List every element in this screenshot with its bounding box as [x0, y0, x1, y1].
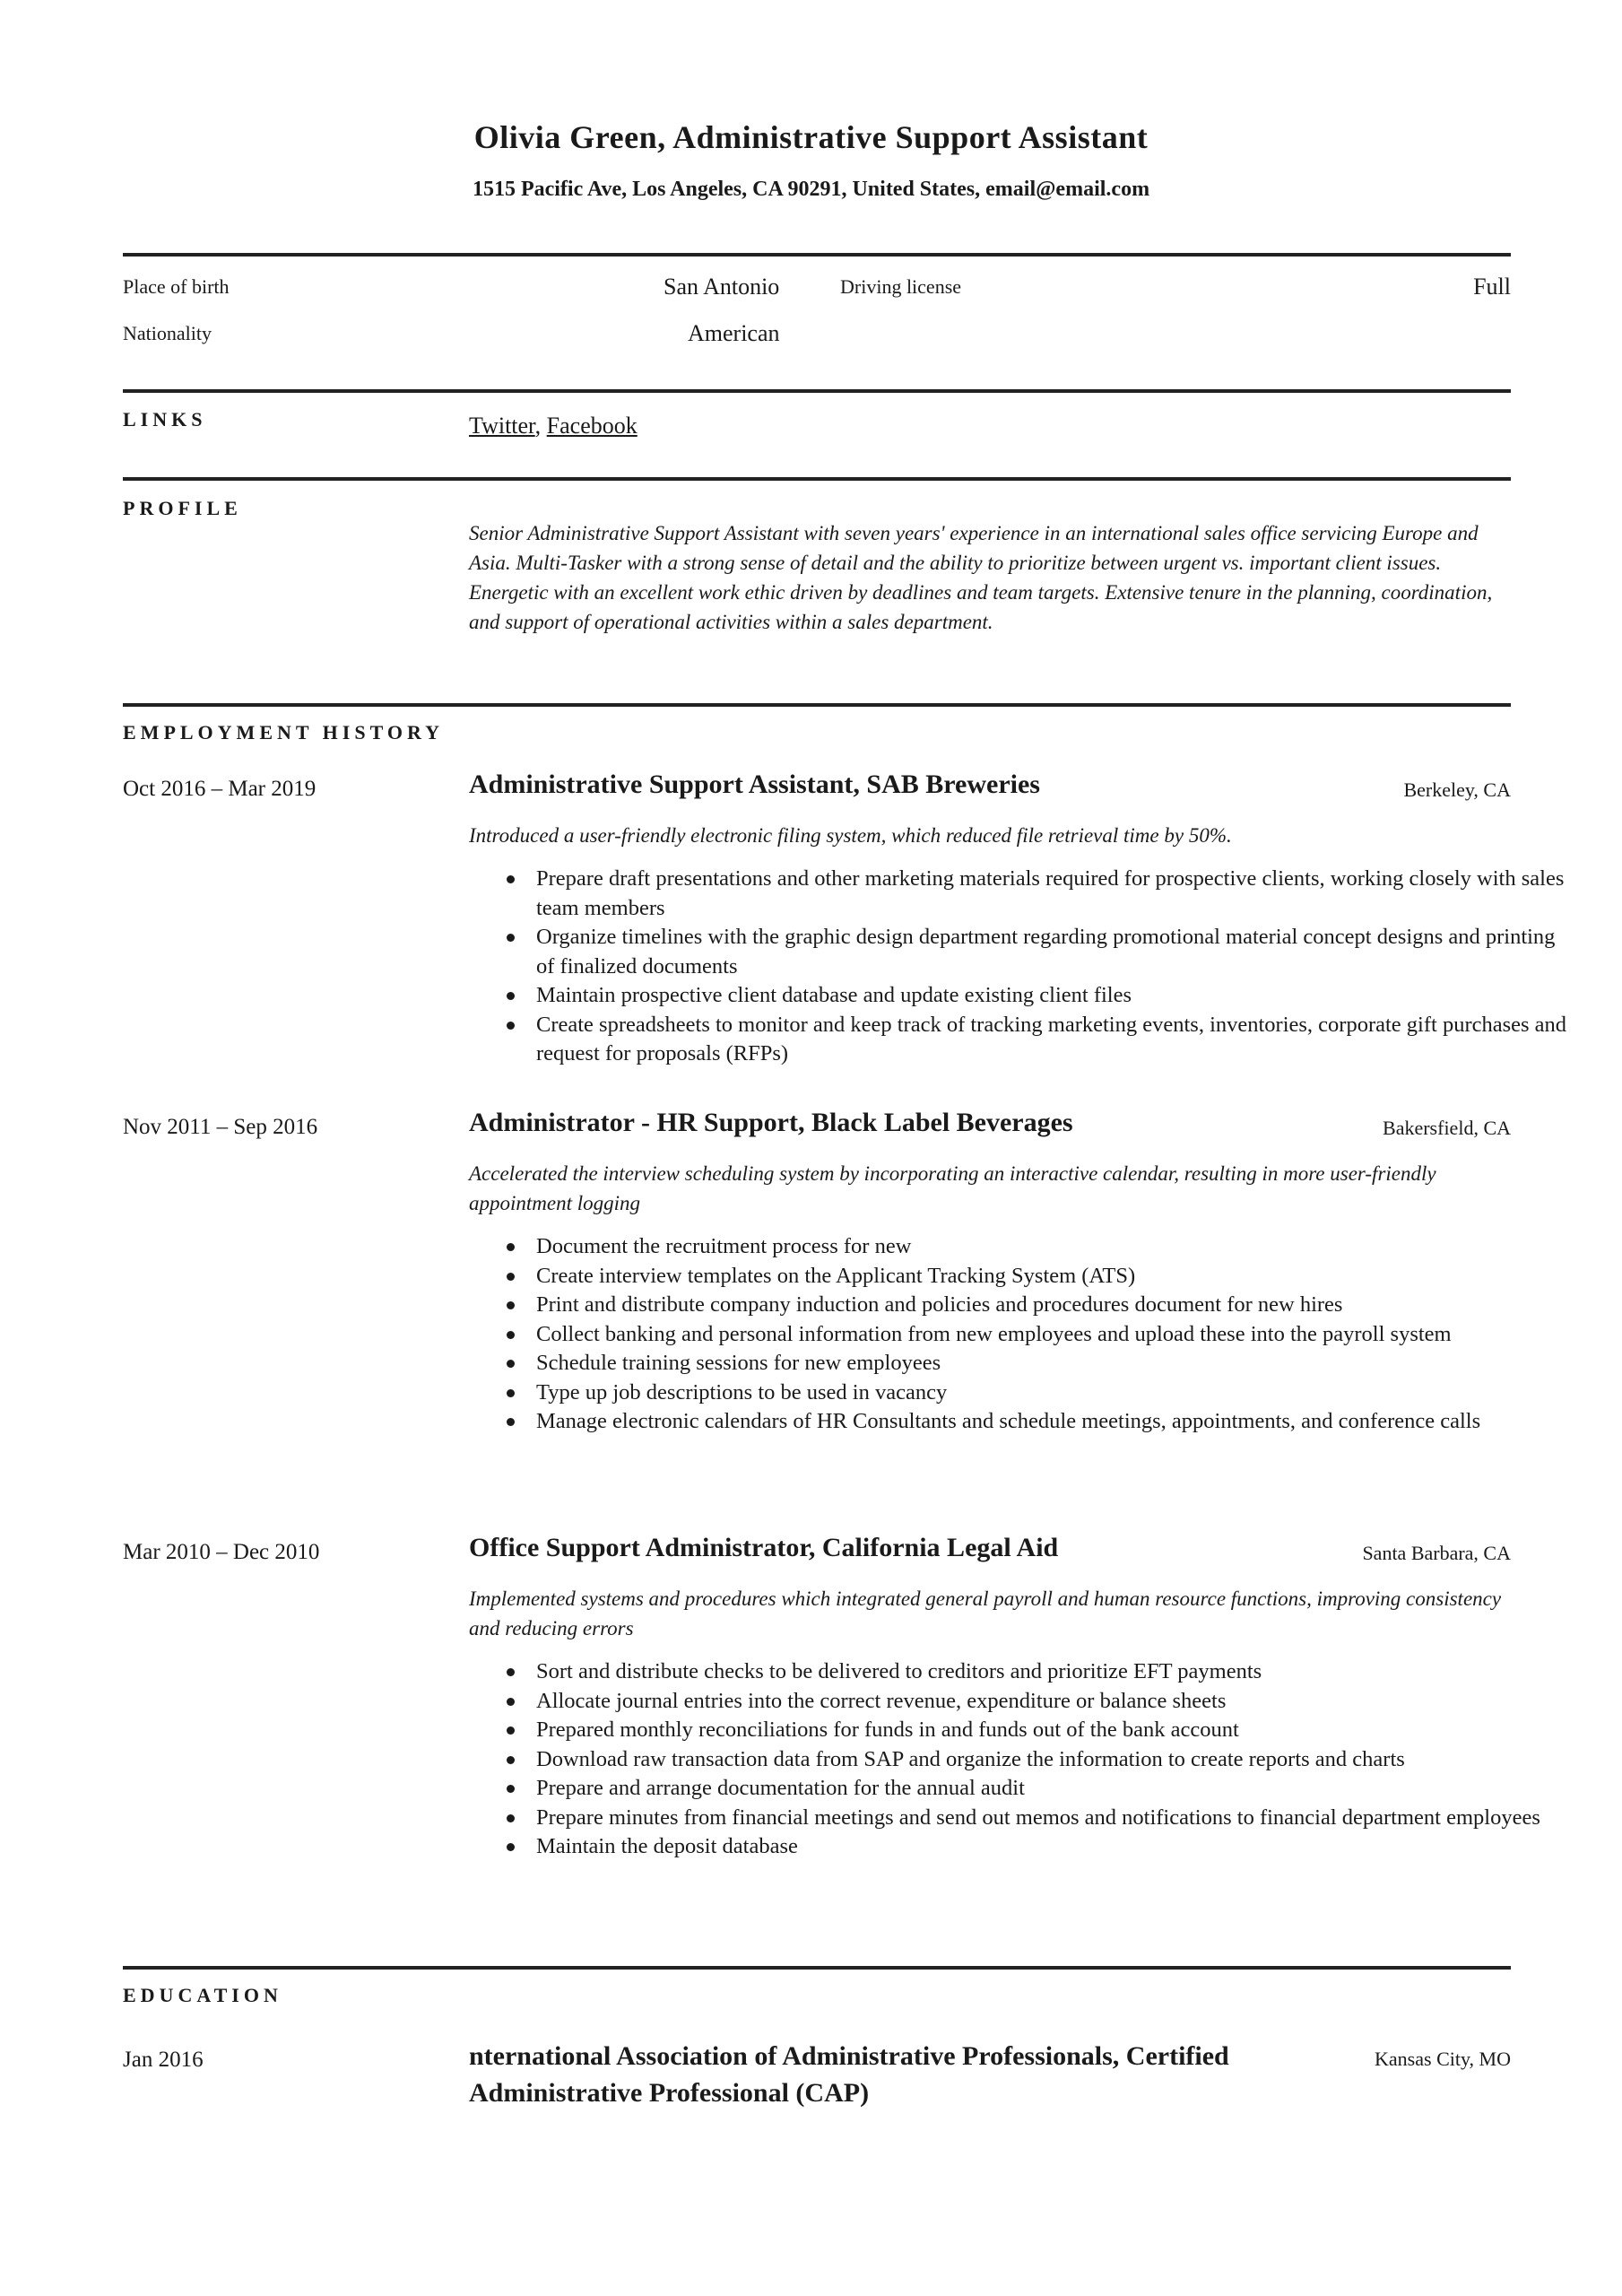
twitter-link[interactable]: Twitter — [469, 413, 535, 439]
list-item: Sort and distribute checks to be delivered to creditors and prioritize EFT payments — [536, 1657, 1576, 1687]
contact-line: 1515 Pacific Ave, Los Angeles, CA 90291, United States, email@email.com — [472, 178, 1150, 201]
job-bullet-list — [469, 865, 1576, 1069]
list-item: Type up job descriptions to be used in vacancy — [536, 1378, 1576, 1408]
links-separator: , — [534, 413, 547, 439]
education-institution: nternational Association of Administrative Professionals, Certified Administrative Professional (CAP) — [469, 2041, 1229, 2108]
list-item: Create spreadsheets to monitor and keep track of tracking marketing events, inventories, corporate gift purchases and request for proposals (RFPs) — [536, 1011, 1576, 1069]
list-item: Manage electronic calendars of HR Consultants and schedule meetings, appointments, and conference calls — [536, 1407, 1576, 1437]
education-location: Kansas City, MO — [1375, 2048, 1511, 2070]
employment-section-title: EMPLOYMENT HISTORY — [123, 721, 444, 744]
job-title: Office Support Administrator, California Legal Aid — [469, 1533, 1059, 1562]
list-item: Schedule training sessions for new employees — [536, 1349, 1576, 1378]
divider — [123, 1966, 1511, 1970]
list-item: Print and distribute company induction and policies and procedures document for new hires — [536, 1291, 1576, 1320]
facebook-link[interactable]: Facebook — [546, 413, 638, 439]
list-item: Maintain the deposit database — [536, 1832, 1576, 1862]
profile-section-title: PROFILE — [123, 497, 242, 519]
list-item: Collect banking and personal information from new employees and upload these into the payroll system — [536, 1320, 1576, 1350]
list-item: Prepare draft presentations and other marketing materials required for prospective clients, working closely with sales team members — [536, 865, 1576, 923]
education-section-title: EDUCATION — [123, 1984, 282, 2006]
divider — [123, 389, 1511, 393]
driving-license-value: Full — [1473, 274, 1511, 300]
list-item: Create interview templates on the Applicant Tracking System (ATS) — [536, 1262, 1576, 1292]
job-title: Administrative Support Assistant, SAB Breweries — [469, 770, 1040, 799]
job-dates: Mar 2010 – Dec 2010 — [123, 1540, 320, 1564]
divider — [123, 253, 1511, 257]
list-item: Document the recruitment process for new — [536, 1232, 1576, 1262]
job-bullet-list — [469, 1657, 1576, 1862]
candidate-name: Olivia Green, Administrative Support Assistant — [473, 119, 1149, 155]
job-summary: Introduced a user-friendly electronic filing system, which reduced file retrieval time by 50%. — [469, 824, 1232, 847]
list-item: Allocate journal entries into the correct revenue, expenditure or balance sheets — [536, 1687, 1576, 1717]
links-section-title: LINKS — [123, 408, 207, 430]
list-item: Prepare and arrange documentation for the annual audit — [536, 1774, 1576, 1804]
list-item: Maintain prospective client database and update existing client files — [536, 981, 1576, 1011]
job-summary: Implemented systems and procedures which integrated general payroll and human resource functions, improving consistency and reducing errors — [469, 1587, 1502, 1639]
place-of-birth-label: Place of birth — [123, 275, 230, 298]
nationality-label: Nationality — [123, 322, 212, 344]
links-list — [469, 413, 638, 439]
education-date: Jan 2016 — [123, 2048, 204, 2072]
divider — [123, 477, 1511, 481]
job-summary: Accelerated the interview scheduling system by incorporating an interactive calendar, resulting in more user-friendly appointment logging — [469, 1162, 1436, 1214]
job-dates: Oct 2016 – Mar 2019 — [123, 777, 317, 801]
job-bullet-list — [469, 1232, 1576, 1437]
place-of-birth-value: San Antonio — [664, 274, 780, 300]
job-location: Santa Barbara, CA — [1362, 1542, 1511, 1564]
profile-summary: Senior Administrative Support Assistant with seven years' experience in an international sales office servicing Europe and Asia. Multi-Tasker with a strong sense of detail and the ability to prioritize between urgent vs. important client issues. Energetic with an excellent work ethic driven by deadlines and team targets. Extensive tenure in the planning, coordination, and support of operational activities within a sales department. — [469, 522, 1493, 633]
nationality-value: American — [688, 320, 780, 346]
job-dates: Nov 2011 – Sep 2016 — [123, 1115, 318, 1139]
list-item: Prepare minutes from financial meetings and send out memos and notifications to financial department employees — [536, 1804, 1576, 1833]
job-title: Administrator - HR Support, Black Label Beverages — [469, 1108, 1073, 1137]
list-item: Organize timelines with the graphic design department regarding promotional material concept designs and printing of finalized documents — [536, 923, 1576, 981]
list-item: Prepared monthly reconciliations for funds in and funds out of the bank account — [536, 1716, 1576, 1745]
list-item: Download raw transaction data from SAP and organize the information to create reports and charts — [536, 1745, 1576, 1775]
divider — [123, 703, 1511, 707]
driving-license-label: Driving license — [840, 275, 962, 298]
job-location: Bakersfield, CA — [1383, 1117, 1511, 1139]
job-location: Berkeley, CA — [1403, 778, 1511, 801]
